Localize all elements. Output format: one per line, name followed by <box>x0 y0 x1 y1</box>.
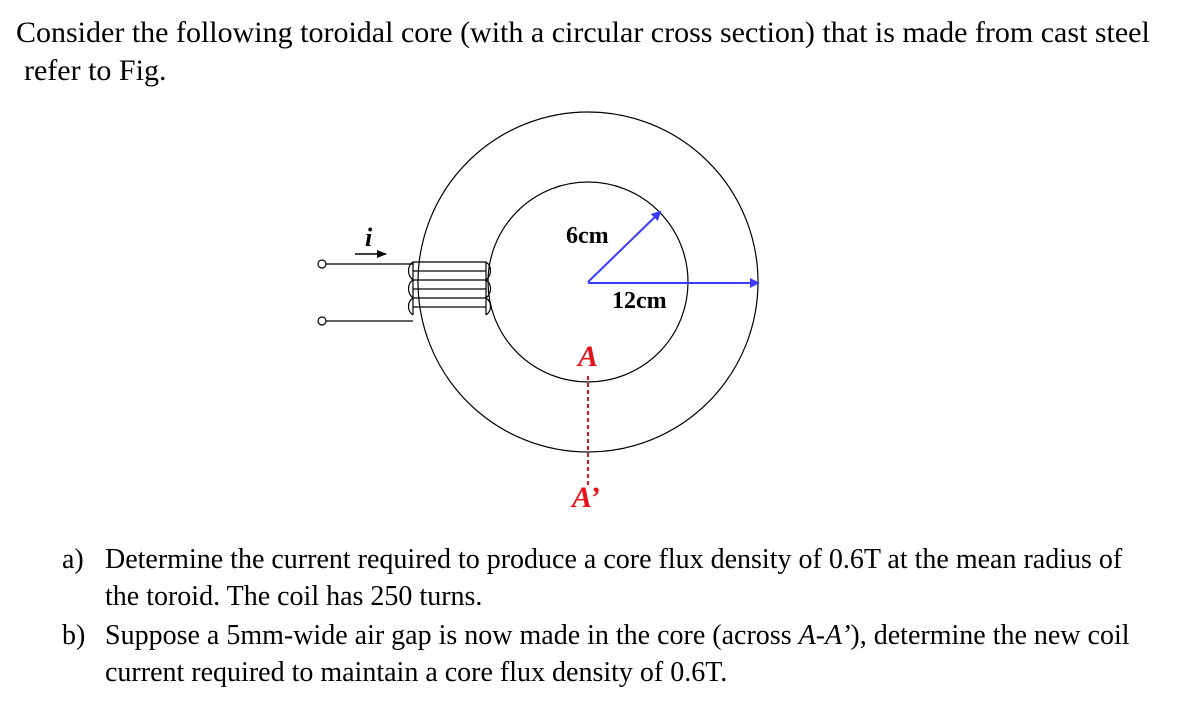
question-b-text-start: Suppose a 5mm-wide air gap is now made in the core (across <box>105 620 799 651</box>
coil-winding <box>409 262 491 315</box>
coil-leads <box>318 260 413 325</box>
terminal-bottom <box>318 317 326 325</box>
inner-radius-label: 6cm <box>566 223 609 249</box>
question-a-text: Determine the current required to produce a core flux density of 0.6T at the mean radius of the toroid. The coil has 250 turns. <box>105 544 1123 612</box>
question-b <box>62 617 1142 691</box>
terminal-top <box>318 260 326 268</box>
question-a <box>62 541 1142 615</box>
question-b-label: b) <box>62 620 86 651</box>
question-b-section-ref: A-A’ <box>798 620 851 651</box>
question-b-text-end: ), determine the new coil current required to maintain a core flux density of 0.6T. <box>105 620 1130 688</box>
question-a-label: a) <box>62 544 84 575</box>
section-label-a-prime: A’ <box>572 481 600 514</box>
intro-line-2: refer to Fig. <box>24 54 167 87</box>
question-list <box>62 541 1142 693</box>
intro-line-1: Consider the following toroidal core (with a circular cross section) that is made from cast steel <box>16 16 1150 49</box>
question-b-text <box>105 617 1142 691</box>
section-label-a: A <box>578 340 599 373</box>
current-label: i <box>365 223 373 252</box>
outer-radius-label: 12cm <box>612 288 667 314</box>
